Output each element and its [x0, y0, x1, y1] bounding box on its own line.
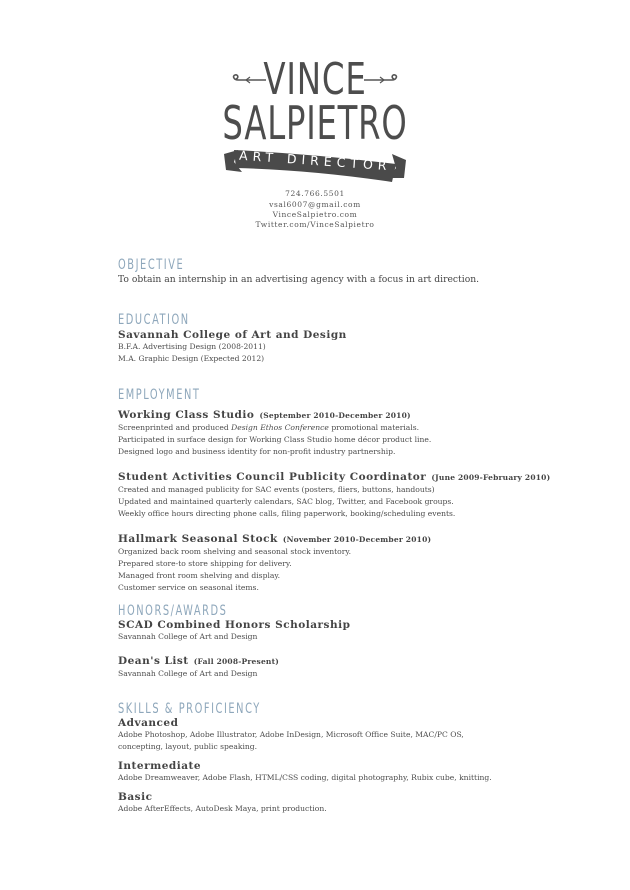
- skills-section: [118, 698, 492, 815]
- skill-group: [118, 717, 492, 753]
- contact-email: vsal6007@gmail.com: [269, 200, 361, 209]
- job-line: Designed logo and business identity for non-profit industry partnership.: [118, 447, 396, 456]
- job-line: Weekly office hours directing phone calls, filing paperwork, booking/scheduling events.: [118, 509, 456, 518]
- job-entry: [118, 403, 550, 458]
- honor-title: Dean's List: [118, 655, 189, 667]
- skill-line: Adobe Dreamweaver, Adobe Flash, HTML/CSS coding, digital photography, Rubix cube, knitting.: [118, 773, 492, 782]
- skill-group: [118, 791, 492, 815]
- job-dates: (November 2010-December 2010): [282, 535, 432, 544]
- last-name: SALPIETRO: [222, 96, 408, 150]
- honor-entry: [118, 649, 350, 680]
- honor-title: SCAD Combined Honors Scholarship: [118, 619, 351, 631]
- job-title: Student Activities Council Publicity Coordinator: [118, 471, 427, 483]
- skill-line: Adobe AfterEffects, AutoDesk Maya, print production.: [118, 804, 327, 813]
- skill-line: Adobe Photoshop, Adobe Illustrator, Adobe InDesign, Microsoft Office Suite, MAC/PC OS,: [118, 730, 464, 739]
- job-dates: (June 2009-February 2010): [431, 473, 551, 482]
- job-line: Created and managed publicity for SAC events (posters, fliers, buttons, handouts): [118, 485, 435, 494]
- job-dates: (September 2010-December 2010): [259, 411, 411, 420]
- job-line: Prepared store-to store shipping for delivery.: [118, 559, 292, 568]
- skill-line: concepting, layout, public speaking.: [118, 742, 258, 751]
- education-line: M.A. Graphic Design (Expected 2012): [118, 354, 265, 363]
- job-title: Working Class Studio: [118, 409, 255, 421]
- job-line: Screenprinted and produced Design Ethos Conference promotional materials.: [118, 423, 420, 432]
- job-entry: [118, 527, 550, 594]
- job-line: Customer service on seasonal items.: [118, 583, 259, 592]
- employment-heading: EMPLOYMENT: [118, 387, 201, 403]
- banner-text: ART DIRECTOR: [238, 147, 393, 174]
- objective-heading: OBJECTIVE: [118, 257, 185, 273]
- honors-section: [118, 600, 350, 680]
- job-line: Managed front room shelving and display.: [118, 571, 281, 580]
- education-line: B.F.A. Advertising Design (2008-2011): [118, 342, 266, 351]
- skill-group: [118, 760, 492, 784]
- skill-level: Basic: [118, 791, 153, 803]
- employment-section: [118, 384, 550, 594]
- resume-header: [0, 0, 630, 240]
- job-line: Participated in surface design for Working Class Studio home décor product line.: [118, 435, 432, 444]
- education-section: [118, 309, 347, 365]
- honor-entry: [118, 619, 350, 643]
- job-entry: [118, 465, 550, 520]
- education-heading: EDUCATION: [118, 312, 190, 328]
- contact-twitter: Twitter.com/VinceSalpietro: [255, 220, 375, 229]
- education-school: Savannah College of Art and Design: [118, 329, 347, 341]
- contact-phone: 724.766.5501: [285, 189, 345, 198]
- honor-line: Savannah College of Art and Design: [118, 632, 258, 641]
- honors-heading: HONORS/AWARDS: [118, 603, 228, 619]
- skill-level: Advanced: [118, 717, 179, 729]
- art-director-banner: [222, 140, 408, 186]
- contact-website: VinceSalpietro.com: [272, 210, 358, 219]
- skill-level: Intermediate: [118, 760, 202, 772]
- job-title: Hallmark Seasonal Stock: [118, 533, 278, 545]
- objective-section: [118, 254, 479, 285]
- objective-text: To obtain an internship in an advertising agency with a focus in art direction.: [118, 274, 480, 285]
- job-line: Updated and maintained quarterly calendars, SAC blog, Twitter, and Facebook groups.: [118, 497, 454, 506]
- honor-line: Savannah College of Art and Design: [118, 669, 258, 678]
- honor-dates: (Fall 2008-Present): [193, 657, 279, 666]
- first-name: VINCE: [263, 54, 367, 105]
- job-line: Organized back room shelving and seasonal stock inventory.: [118, 547, 352, 556]
- skills-heading: SKILLS & PROFICIENCY: [118, 701, 261, 717]
